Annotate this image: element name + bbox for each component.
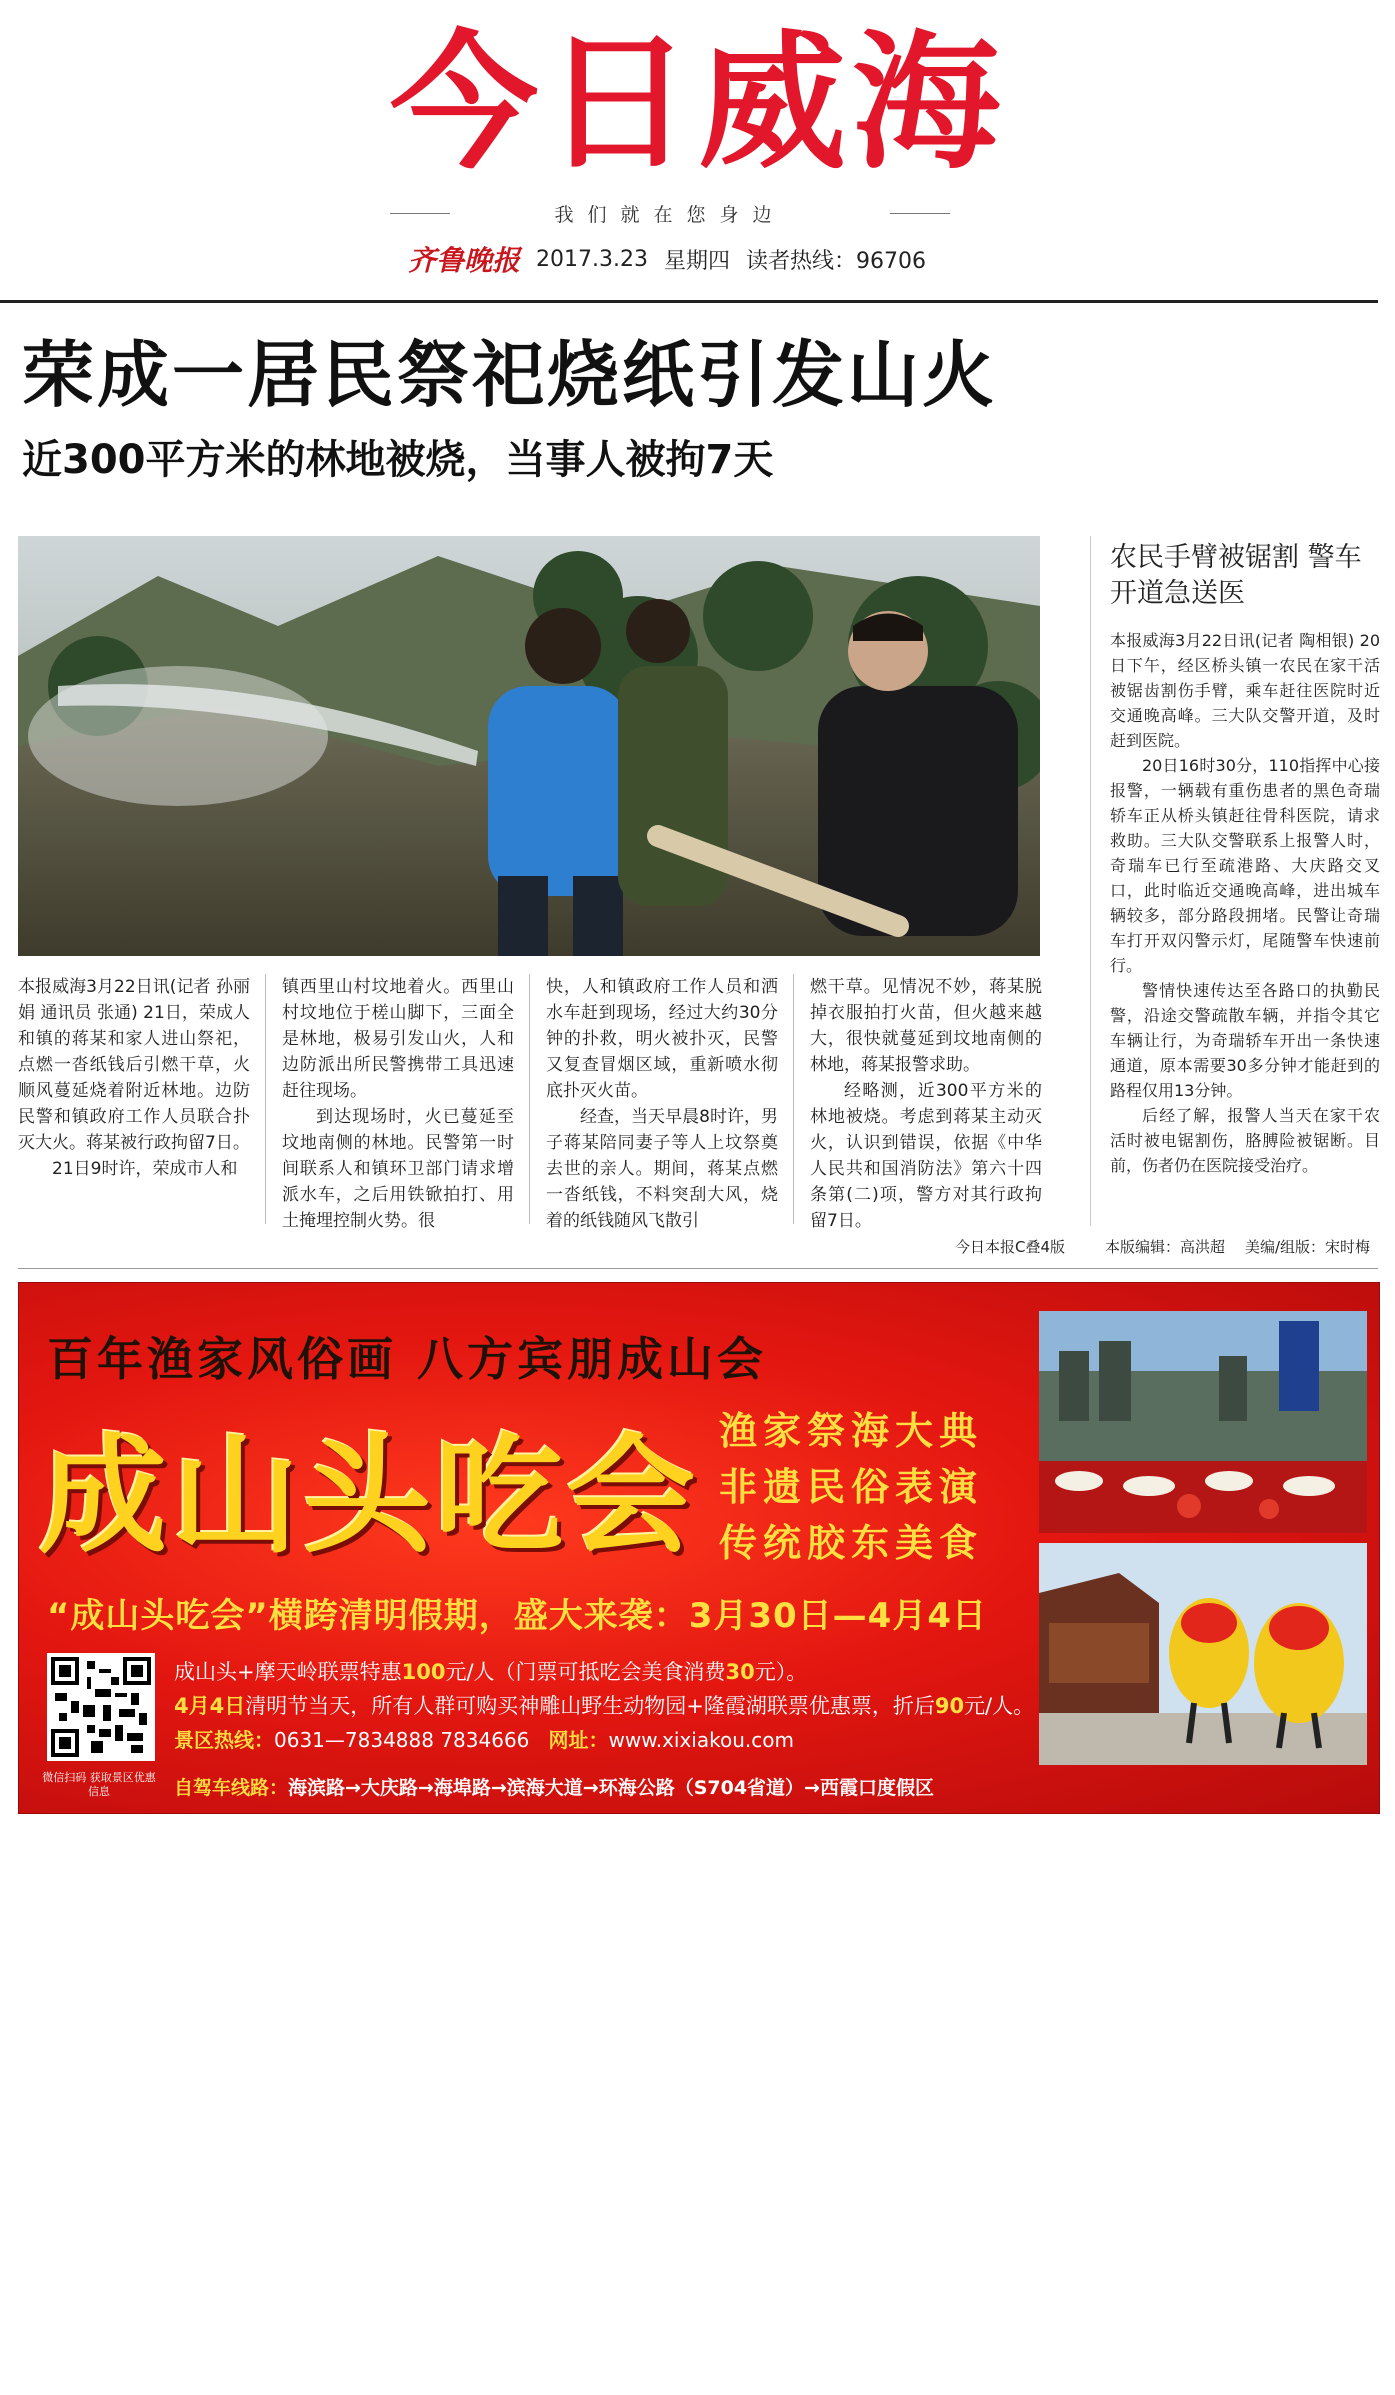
ticket-text: 元）。 — [754, 1660, 808, 1684]
masthead-rule — [0, 300, 1378, 303]
ad-feature: 传统胶东美食 — [719, 1520, 984, 1565]
driving-route — [174, 1773, 934, 1800]
side-paragraph: 警情快速传达至各路口的执勤民警，沿途交警疏散车辆，并指令其它车辆让行，为奇瑞轿车开出一条快速通道，原本需要30多分钟才能赶到的路程仅用13分钟。 — [1110, 981, 1380, 1100]
article-paragraph: 经查，当天早晨8时许，男子蒋某陪同妻子等人上坟祭奠去世的亲人。期间，蒋某点燃一沓纸钱，不料突刮大风，烧着的纸钱随风飞散引 — [546, 1107, 778, 1231]
holiday-text: 元/人。 — [964, 1694, 1035, 1718]
ad-event-dates: “成山头吃会”横跨清明假期，盛大来袭：3月30日—4月4日 — [47, 1596, 987, 1636]
article-column-2 — [282, 974, 514, 1234]
masthead-title: 今日威海 — [390, 17, 1006, 189]
masthead — [0, 0, 1395, 300]
paper-logo: 齐鲁晚报 — [408, 244, 521, 277]
holiday-offer-line — [174, 1689, 1034, 1723]
column-divider — [793, 974, 794, 1224]
ticket-price: 100 — [401, 1660, 446, 1684]
article-paragraph: 到达现场时，火已蔓延至坟地南侧的林地。民警第一时间联系人和镇环卫部门请求增派水车，之后用铁锨拍打、用土掩埋控制火势。很 — [282, 1107, 514, 1231]
column-divider — [265, 974, 266, 1224]
ticket-text: 成山头+摩天岭联票特惠 — [174, 1660, 402, 1684]
ad-ticket-info — [174, 1655, 1034, 1757]
ticket-credit: 30 — [725, 1660, 755, 1684]
route-value: 海滨路→大庆路→海埠路→滨海大道→环海公路（S704省道）→西霞口度假区 — [288, 1777, 934, 1799]
website-url: www.xixiakou.com — [608, 1728, 794, 1752]
ticket-text: 元/人（门票可抵吃会美食消费 — [445, 1660, 726, 1684]
holiday-price: 90 — [934, 1694, 965, 1718]
side-story-title: 农民手臂被锯割 警车开道急送医 — [1110, 542, 1362, 609]
page-jump-note: 今日本报C叠4版 — [955, 1238, 1066, 1256]
article-paragraph: 本报威海3月22日讯(记者 孙丽娟 通讯员 张通) 21日，荣成人和镇的蒋某和家人进山祭祀，点燃一沓纸钱后引燃干草，火顺风蔓延烧着附近林地。边防民警和镇政府工作人员联合扑灭大火。蒋某被行政拘留7日。 — [18, 977, 250, 1153]
article-paragraph: 经略测，近300平方米的林地被烧。考虑到蒋某主动灭火，认识到错误，依据《中华人民共和国消防法》第六十四条第(二)项，警方对其行政拘留7日。 — [810, 1081, 1042, 1231]
ad-feature: 非遗民俗表演 — [719, 1464, 984, 1509]
firefighting-scene-illustration — [18, 536, 1040, 956]
news-photo — [18, 536, 1040, 956]
article-paragraph: 燃干草。见情况不妙，蒋某脱掉衣服拍打火苗，但火越来越大，很快就蔓延到坟地南侧的林地，蒋某报警求助。 — [810, 977, 1042, 1075]
route-label: 自驾车线路： — [174, 1777, 289, 1799]
article-column-1 — [18, 974, 250, 1182]
qr-caption: 微信扫码 获取景区优惠信息 — [42, 1771, 156, 1798]
issue-date: 2017.3.23 — [536, 246, 648, 272]
article-column-4 — [810, 974, 1042, 1234]
website-label: 网址： — [548, 1728, 609, 1752]
article-paragraph: 21日9时许，荣成市人和 — [52, 1159, 238, 1179]
ad-feature: 渔家祭海大典 — [719, 1408, 984, 1453]
side-paragraph: 20日16时30分，110指挥中心接报警，一辆载有重伤患者的黑色奇瑞轿车正从桥头镇赶往骨科医院，请求救助。三大队交警联系上报警人时，奇瑞车已行至疏港路、大庆路交叉口，此时临近交通晚高峰，进出城车辆较多，部分路段拥堵。民警让奇瑞车打开双闪警示灯，尾随警车快速前行。 — [1110, 756, 1380, 975]
side-story — [1110, 540, 1380, 1178]
section-rule — [18, 1268, 1378, 1269]
reader-hotline: 读者热线：96706 — [746, 248, 926, 274]
masthead-slogan: 我们就在您身边 — [554, 204, 786, 226]
masthead-info — [408, 242, 926, 276]
ad-photo-lion-dance — [1039, 1543, 1367, 1765]
main-headline: 荣成一居民祭祀烧纸引发山火 — [22, 333, 998, 417]
side-paragraph: 本报威海3月22日讯(记者 陶相银) 20日下午，经区桥头镇一农民在家干活被锯齿割伤手臂，乘车赶往医院时近交通晚高峰。三大队交警开道，及时赶到医院。 — [1110, 631, 1380, 750]
ad-features — [719, 1403, 983, 1571]
issue-weekday: 星期四 — [663, 248, 730, 274]
design-credit: 美编/组版：宋时梅 — [1245, 1238, 1371, 1256]
lion-dance-illustration — [1039, 1543, 1367, 1765]
ad-title: 成山头吃会 — [39, 1421, 700, 1571]
holiday-text: 清明节当天，所有人群可购买神雕山野生动物园+隆霞湖联票优惠票，折后 — [245, 1694, 935, 1718]
article-column-3 — [546, 974, 778, 1234]
ticket-offer-line — [174, 1655, 1034, 1689]
hotline-label: 景区热线： — [174, 1728, 274, 1752]
qr-code — [47, 1653, 155, 1761]
hotline-number: 0631—7834888 7834666 — [274, 1728, 530, 1752]
holiday-date: 4月4日 — [174, 1694, 246, 1718]
advertisement-banner — [18, 1282, 1380, 1814]
editor-credit: 本版编辑：高洪超 — [1105, 1238, 1226, 1256]
ad-photo-ceremony — [1039, 1311, 1367, 1533]
side-column-divider — [1090, 536, 1091, 1226]
column-divider — [529, 974, 530, 1224]
qr-code-graphic — [51, 1657, 151, 1757]
sub-headline: 近300平方米的林地被烧，当事人被拘7天 — [22, 437, 774, 483]
ceremony-illustration — [1039, 1311, 1367, 1533]
contact-line — [174, 1723, 1034, 1757]
article-paragraph: 镇西里山村坟地着火。西里山村坟地位于槎山脚下，三面全是林地，极易引发山火，人和边防派出所民警携带工具迅速赶往现场。 — [282, 977, 514, 1101]
ad-tagline: 百年渔家风俗画 八方宾朋成山会 — [47, 1332, 768, 1386]
article-paragraph: 快，人和镇政府工作人员和洒水车赶到现场，经过大约30分钟的扑救，明火被扑灭，民警又复查冒烟区域，重新喷水彻底扑灭火苗。 — [546, 977, 778, 1101]
side-paragraph: 后经了解，报警人当天在家干农活时被电锯割伤，胳膊险被锯断。目前，伤者仍在医院接受治疗。 — [1110, 1106, 1380, 1175]
side-story-body — [1110, 628, 1380, 1178]
